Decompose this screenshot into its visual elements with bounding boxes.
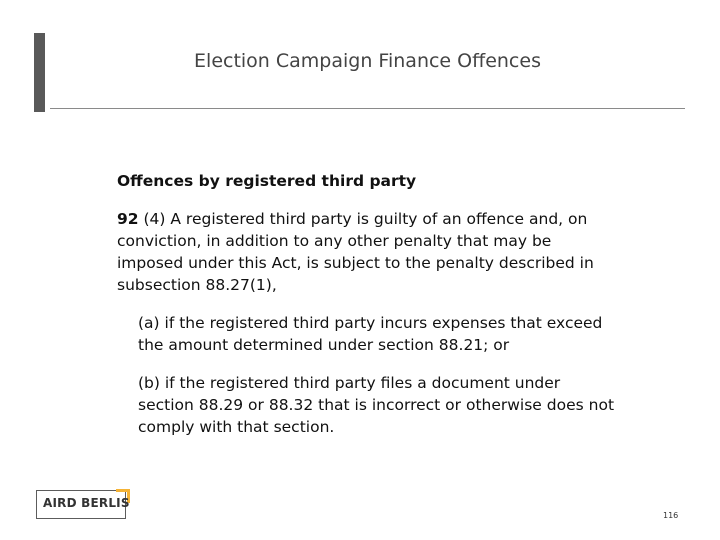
slide-title: Election Campaign Finance Offences: [194, 50, 541, 72]
section-paragraph-text: (4) A registered third party is guilty of an offence and, on conviction, in addition to any other penalty that may be imposed under this Act, is subject to the penalty described in subsection 88.27(1),: [117, 210, 594, 294]
slide-content: [117, 170, 617, 454]
logo-text: AIRD BERLIS: [43, 496, 130, 510]
section-number: 92: [117, 210, 139, 228]
section-paragraph: [117, 208, 617, 296]
page-number: 116: [663, 511, 679, 520]
aird-berlis-logo: [36, 490, 130, 521]
title-divider: [50, 108, 685, 109]
title-accent-bar: [34, 33, 45, 112]
section-heading: Offences by registered third party: [117, 172, 417, 190]
clause-b: (b) if the registered third party files a document under section 88.29 or 88.32 that is incorrect or otherwise does not comply with that section.: [138, 374, 615, 436]
clause-a: (a) if the registered third party incurs expenses that exceed the amount determined under section 88.21; or: [138, 314, 603, 354]
